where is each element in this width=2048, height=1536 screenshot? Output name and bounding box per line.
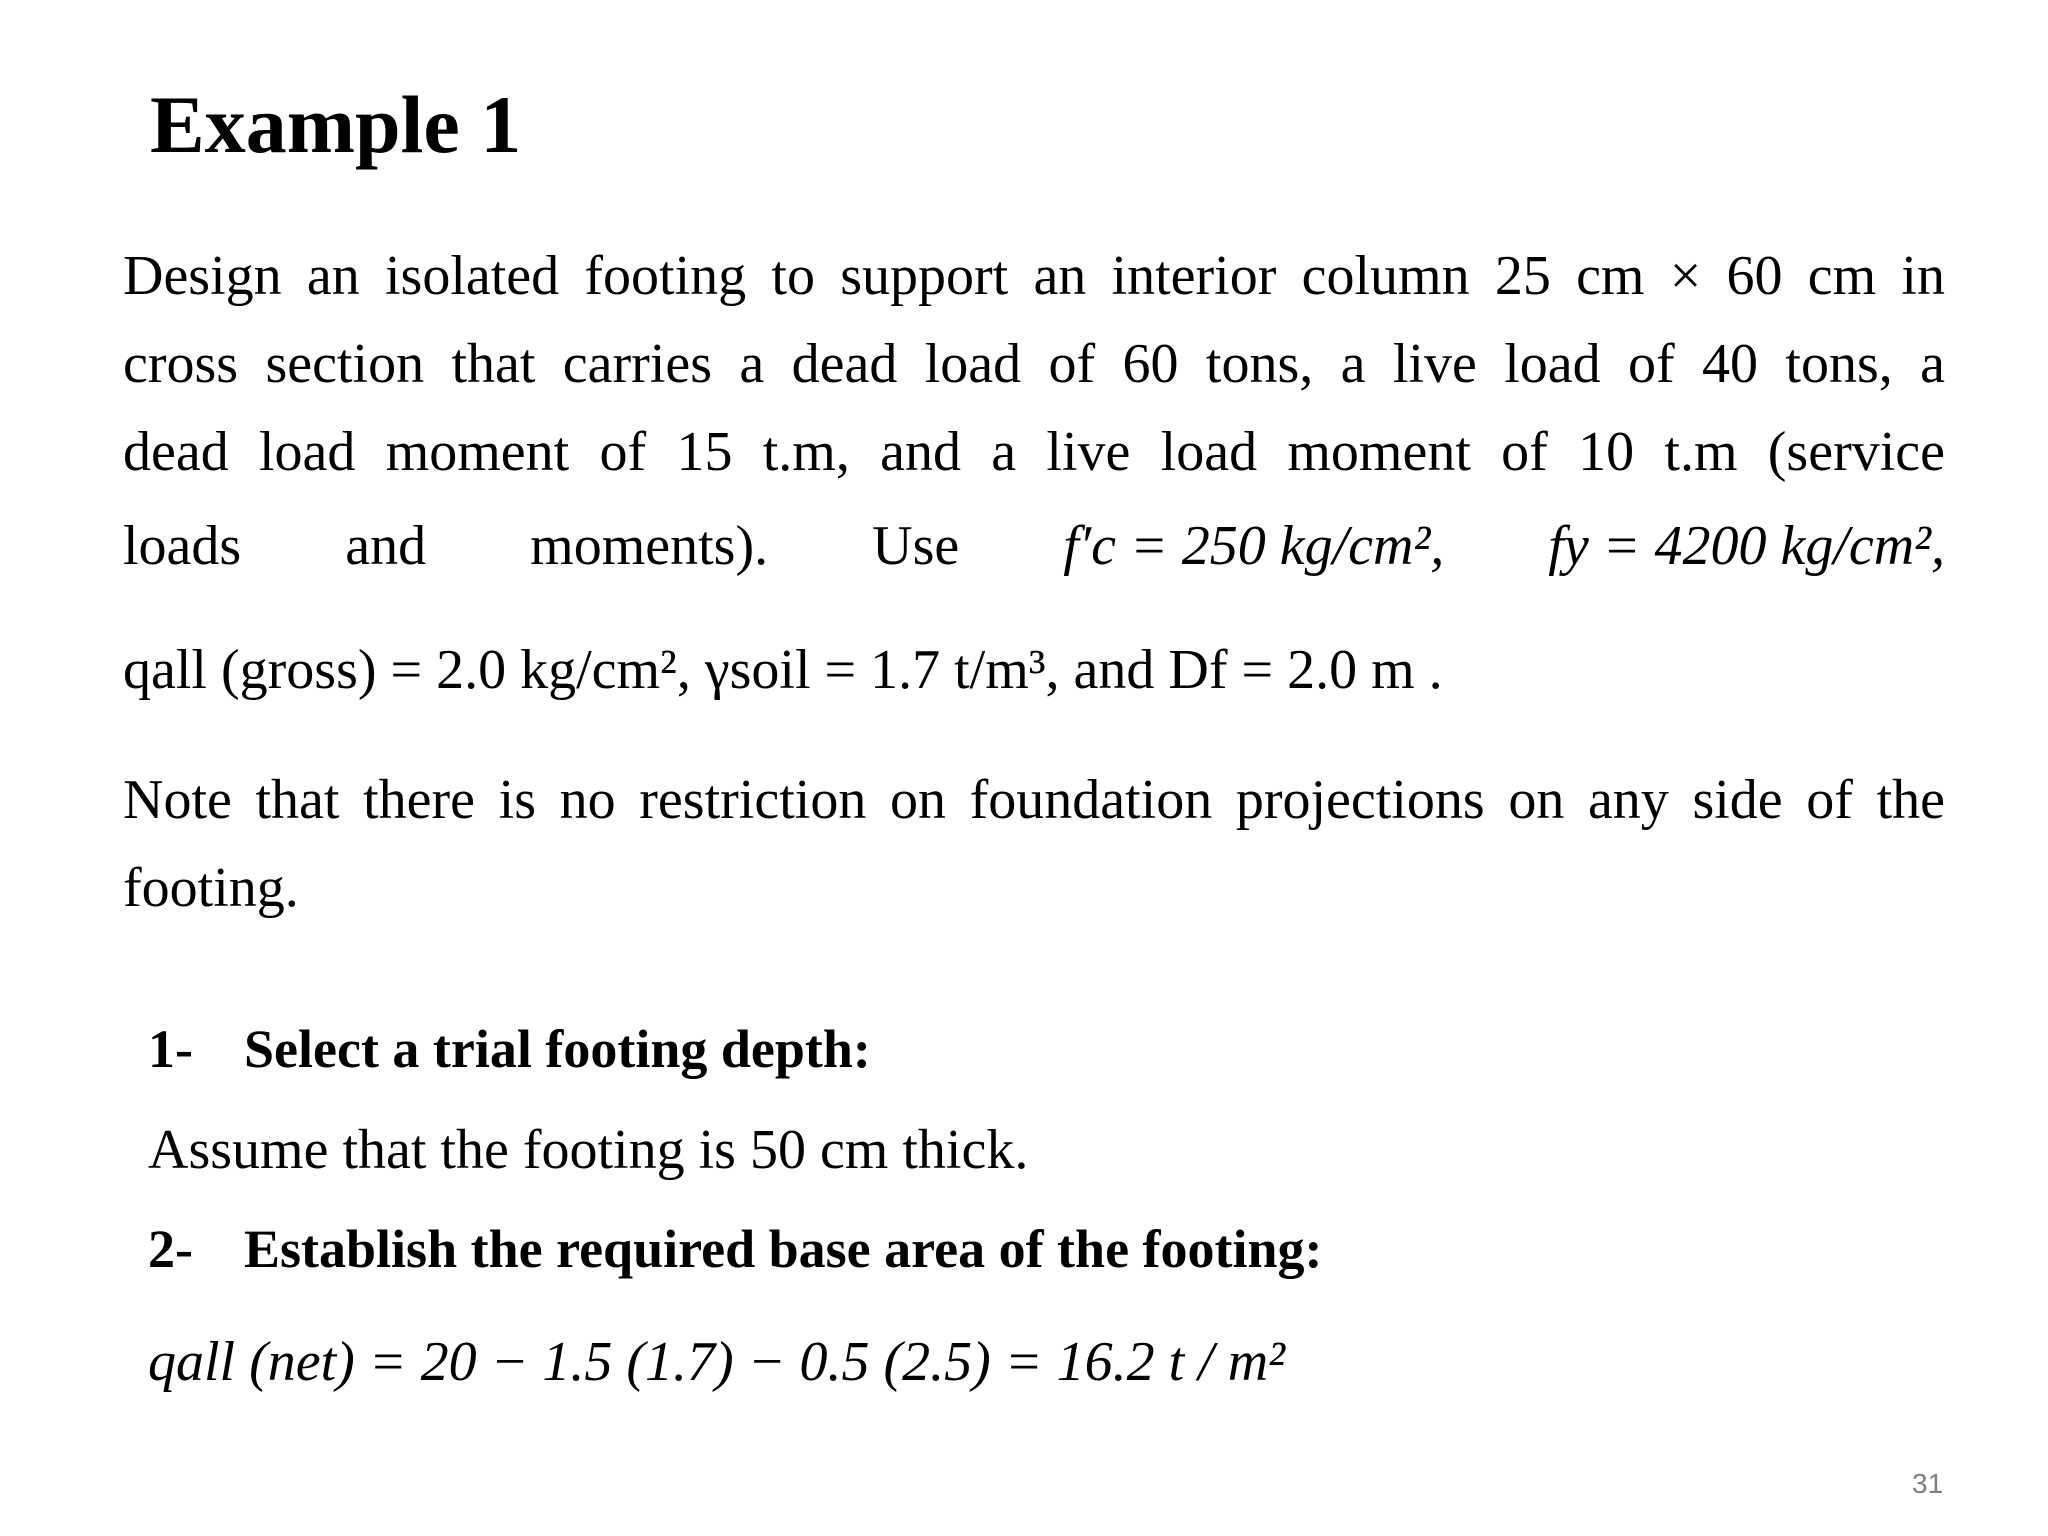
word-and: and [345,515,427,577]
note-line-2: footing. [123,857,299,919]
problem-line-2: cross section that carries a dead load of 60 tons, a live load of 40 tons, a [123,333,1945,395]
slide-title: Example 1 [150,79,522,170]
word-loads: loads [123,515,242,577]
step-1-heading [148,1018,871,1080]
fc-value: f′c = 250 kg/cm², [1063,515,1445,577]
step-1-title: Select a trial footing depth: [244,1019,871,1079]
step-1-number: 1- [148,1019,193,1079]
word-moments: moments). [530,515,769,577]
problem-statement [123,232,1945,496]
note-line-1: Note that there is no restriction on foundation projections on any side of the [123,769,1945,831]
note-line-2-wrap [123,844,1945,932]
problem-line-5: qall (gross) = 2.0 kg/cm², γsoil = 1.7 t/m³, and Df = 2.0 m . [123,639,1443,701]
fy-value: fy = 4200 kg/cm², [1548,515,1945,577]
problem-line-1: Design an isolated footing to support an interior column 25 cm × 60 cm in [123,245,1945,307]
note-paragraph [123,756,1945,844]
step-2-formula: qall (net) = 20 − 1.5 (1.7) − 0.5 (2.5) = 16.2 t / m² [148,1331,1285,1393]
step-2-title: Establish the required base area of the footing: [244,1219,1323,1279]
step-2-heading [148,1218,1323,1280]
problem-line-4 [123,514,1945,578]
page-number: 31 [1912,1468,1944,1499]
step-2-number: 2- [148,1219,193,1279]
problem-line-3: dead load moment of 15 t.m, and a live load moment of 10 t.m (service [123,421,1945,483]
step-1-text: Assume that the footing is 50 cm thick. [148,1119,1029,1181]
word-use: Use [872,515,960,577]
